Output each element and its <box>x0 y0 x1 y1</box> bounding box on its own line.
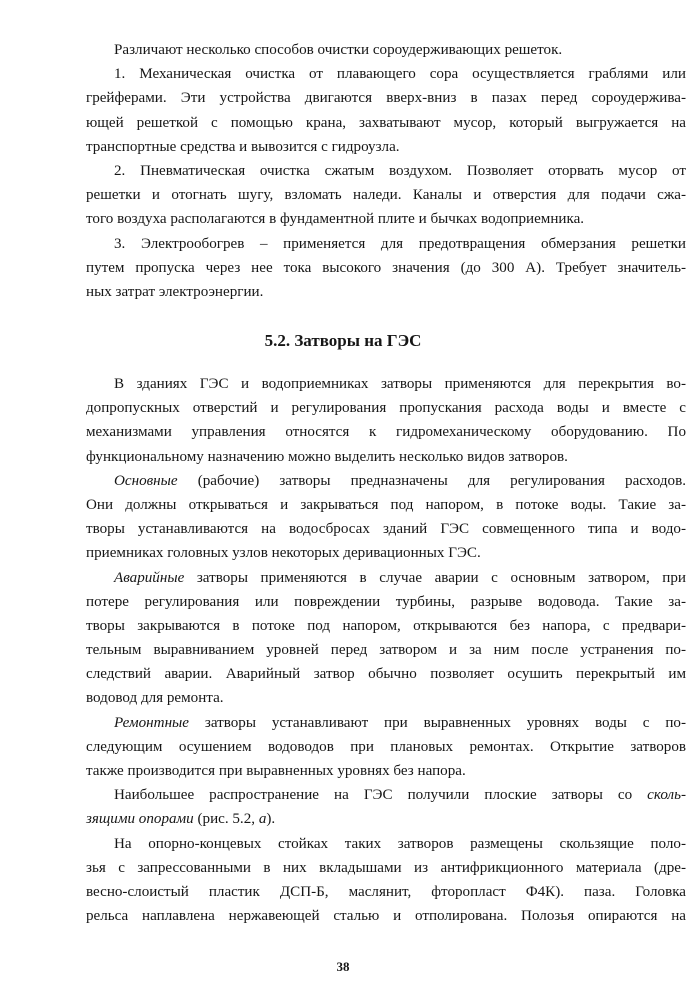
line-text: 3. Электрообогрев – применяется для предотвращения обмерзания решетки <box>114 235 686 252</box>
text-line <box>86 832 686 856</box>
line-text: допропускных отверстий и регулирования пропускания расхода воды и вместе с <box>86 400 686 417</box>
text-line <box>86 638 686 662</box>
line-text: (рабочие) затворы предназначены для регулирования расходов. <box>177 472 686 489</box>
text-line <box>86 856 686 880</box>
text-line <box>86 372 686 396</box>
text-line <box>86 735 686 759</box>
line-text: функциональному назначению можно выделить несколько видов затворов. <box>86 448 568 465</box>
text-line <box>86 783 686 807</box>
italic-term: зящими опорами <box>86 811 194 828</box>
line-text: приемниках головных узлов некоторых деривационных ГЭС. <box>86 545 481 562</box>
line-text: путем пропуска через нее тока высокого значения (до 300 А). Требует значитель- <box>86 259 686 276</box>
text-line <box>86 111 686 135</box>
text-line <box>86 711 686 735</box>
italic-term: Аварийные <box>114 569 185 586</box>
line-text: весно-слоистый пластик ДСП-Б, маслянит, фторопласт Ф4К). паза. Головка <box>86 883 686 900</box>
line-text: (рис. 5.2, <box>193 811 259 828</box>
line-text: грейферами. Эти устройства двигаются вверх-вниз в пазах перед сороудержива- <box>86 90 686 107</box>
line-text: механизмами управления относятся к гидромеханическому оборудованию. По <box>86 424 686 441</box>
text-line <box>86 759 686 783</box>
section-heading: 5.2. Затворы на ГЭС <box>264 331 422 350</box>
text-line <box>86 38 686 62</box>
text-line <box>86 86 686 110</box>
line-text: 2. Пневматическая очистка сжатым воздухом. Позволяет оторвать мусор от <box>114 162 686 179</box>
text-line <box>86 396 686 420</box>
text-line <box>86 880 686 904</box>
text-line <box>86 445 686 469</box>
italic-term: Ремонтные <box>114 714 189 731</box>
line-text: Наибольшее распространение на ГЭС получили плоские затворы со <box>114 787 648 804</box>
line-text: затворы применяются в случае аварии с основным затвором, при <box>184 569 686 586</box>
text-line <box>86 469 686 493</box>
line-text: зья с запрессованными в них вкладышами из антифрикционного материала (дре- <box>86 859 686 876</box>
line-text: На опорно-концевых стойках таких затворов размещены скользящие поло- <box>114 835 686 852</box>
text-line <box>86 62 686 86</box>
text-line <box>86 232 686 256</box>
line-text: творы закрываются в потоке под напором, открываются без напора, с предвари- <box>86 617 686 634</box>
page-number: 38 <box>336 959 350 974</box>
text-line <box>86 590 686 614</box>
text-line <box>86 662 686 686</box>
line-text: творы устанавливаются на водосбросах зданий ГЭС совмещенного типа и водо- <box>86 521 686 538</box>
line-text: ных затрат электроэнергии. <box>86 283 264 300</box>
line-text: Они должны открываться и закрываться под напором, в потоке воды. Такие за- <box>86 496 686 513</box>
line-text: транспортные средства и вывозится с гидроузла. <box>86 138 400 155</box>
line-text: следствий аварии. Аварийный затвор обычно позволяет осушить перекрытый им <box>86 666 686 683</box>
line-text: В зданиях ГЭС и водоприемниках затворы применяются для перекрытия во- <box>114 376 686 392</box>
line-text: тельным выравниванием уровней перед затвором и за ним после устранения по- <box>86 642 686 659</box>
line-text: водовод для ремонта. <box>86 690 224 707</box>
line-text: Различают несколько способов очистки сороудерживающих решеток. <box>114 42 563 58</box>
text-line <box>86 517 686 541</box>
italic-term: Основные <box>114 472 178 489</box>
text-line <box>86 493 686 517</box>
text-line <box>86 135 686 159</box>
line-text-tail: ). <box>266 811 276 828</box>
text-line <box>86 256 686 280</box>
text-line <box>86 541 686 565</box>
text-block-upper <box>86 38 686 304</box>
text-line <box>86 420 686 444</box>
line-text: также производится при выравненных уровнях без напора. <box>86 763 466 779</box>
line-text: рельса наплавлена нержавеющей сталью и отполирована. Полозья опираются на <box>86 908 686 925</box>
text-line <box>86 686 686 710</box>
text-line <box>86 904 686 928</box>
text-line <box>86 280 686 304</box>
text-line <box>86 159 686 183</box>
italic-term: а <box>258 811 267 828</box>
line-text: 1. Механическая очистка от плавающего сора осуществляется граблями или <box>114 66 686 83</box>
text-line <box>86 207 686 231</box>
text-line <box>86 614 686 638</box>
line-text: того воздуха располагаются в фундаментной плите и бычках водоприемника. <box>86 211 585 228</box>
line-text: затворы устанавливают при выравненных уровнях воды с по- <box>188 714 686 731</box>
line-text: решетки и отогнать шугу, взломать наледи. Каналы и отверстия для подачи сжа- <box>86 187 686 204</box>
text-line <box>86 566 686 590</box>
italic-term: сколь- <box>647 787 686 804</box>
text-block-lower <box>86 372 686 928</box>
line-text: следующим осушением водоводов при плановых ремонтах. Открытие затворов <box>86 738 686 755</box>
text-line <box>86 183 686 207</box>
text-line <box>86 807 686 831</box>
line-text: ющей решеткой с помощью крана, захватывают мусор, который выгружается на <box>86 114 686 131</box>
line-text: потере регулирования или повреждении турбины, разрыве водовода. Такие за- <box>86 593 686 610</box>
